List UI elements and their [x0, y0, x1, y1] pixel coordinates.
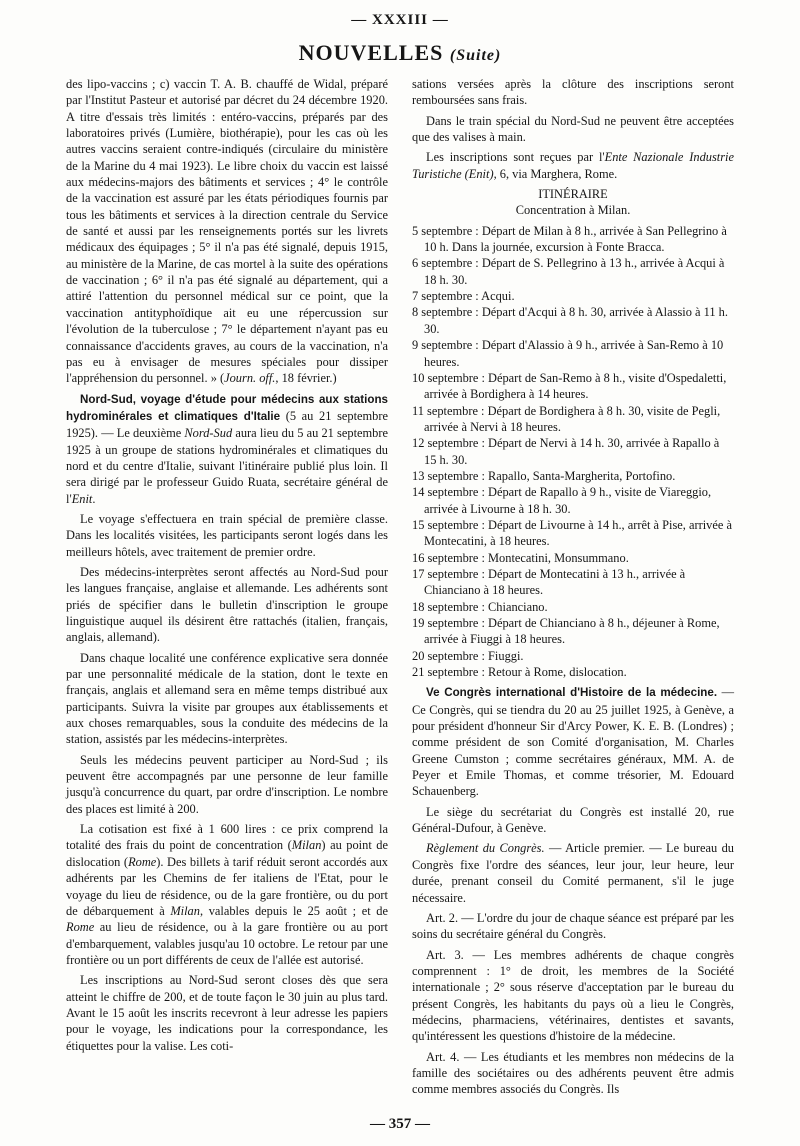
itinerary-item: 13 septembre : Rapallo, Santa-Margherita, Portofino. [412, 468, 676, 483]
page-number: — 357 — [370, 1116, 430, 1132]
itinerary-item: 12 septembre : Départ de Nervi à 14 h. 30, arrivée à Rapallo à 15 h. 30. [412, 436, 720, 467]
participants-paragraph: Seuls les médecins peuvent participer au Nord-Sud ; ils peuvent être accompagnés par une personne de leur famille jusqu'à concurrence du quart, par ordre d'inscription. Le nombre des places est limité à 200. [66, 752, 388, 816]
luggage-paragraph: Dans le train spécial du Nord-Sud ne peuvent être acceptées que des valises à main. [412, 113, 734, 145]
article-3-paragraph: Art. 3. — Les membres adhérents de chaque congrès comprennent : 1° de droit, les membres de la Société internationale ; 2° sous réserve d'acceptation par le bureau du présent Congrès, les habitants du pays où a lieu le Congrès, médecins, pharmaciens, vétérinaires, dentistes et savants, qu'intéressent les questions d'histoire de la médecine. [412, 947, 734, 1044]
left-column [66, 76, 388, 1058]
itinerary-item: 11 septembre : Départ de Bordighera à 8 h. 30, visite de Pegli, arrivée à Nervi à 18 heures. [412, 403, 721, 434]
train-paragraph: Le voyage s'effectuera en train spécial de première classe. Dans les localités visitées, les participants seront logés dans les meilleurs hôtels, avec traitement de premier ordre. [66, 511, 388, 559]
itinerary-item: 10 septembre : Départ de San-Remo à 8 h., visite d'Ospedaletti, arrivée à Bordighera à 14 heures. [412, 370, 727, 402]
fee-paragraph: La cotisation est fixé à 1 600 lires : ce prix comprend la totalité des frais du point de concentration (Milan) au point de dislocation (Rome). Des billets à tarif réduit seront accordés aux adhérents par les Chemins de fer italiens de l'Etat, pour le voyage du lieu de résidence, ou de la gare frontière, ou du port de débarquement à Milan, valables depuis le 25 août ; et de Rome au lieu de résidence, ou à la gare frontière ou au port d'embarquement, valables jusqu'au 10 octobre. Le retour par une frontière ou un port différents de ceux de l'allée est autorisé. [66, 822, 388, 967]
vaccination-paragraph: des lipo-vaccins ; c) vaccin T. A. B. chauffé de Widal, préparé par l'Institut Pasteur et autorisé par décret du 24 décembre 1920. A titre d'essais très limités : entéro-vaccins, préparés par des laboratoires privés (Lumière, biothérapie), pour les cas où les autres vaccins seraient contre-indiqués (circulaire du ministère de la Marine du 4 mai 1923). Le libre choix du vaccin est laissé aux médecins-majors des bâtiments et services ; 4° le contrôle de la vaccination est assuré par les états périodiques fournis par tous les bâtiments et services à la direction centrale du Service de santé et aussi par les renseignements portés sur les livrets médicaux des équipages ; 5° il n'a pas été signalé, depuis 1915, au ministère de la Marine, de cas mortel à la suite des opérations de vaccination ; 6° il n'a pas été signalé au département, qui a attiré l'attention du personnel médical sur ce point, que la vaccination antityphoïdique ait eu une répercussion sur l'évolution de la tuberculose ; 7° le département n'ayant pas eu connaissance d'accidents graves, au cours de la vaccination, n'a pas eu à envisager de mesures spéciales pour dissiper l'appréhension du personnel. » (Journ. off., 18 février.) [66, 77, 388, 386]
refund-paragraph: sations versées après la clôture des inscriptions seront remboursées sans frais. [412, 77, 734, 108]
title-suffix: (Suite) [449, 47, 502, 64]
itinerary-subtitle: Concentration à Milan. [515, 203, 631, 218]
registration-paragraph: Les inscriptions au Nord-Sud seront closes dès que sera atteint le chiffre de 200, et de toute façon le 30 juin au plus tard. Avant le 15 août les inscrits recevront à leur adresse les papiers pour le voyage, les indications pour la correspondance, les étiquettes pour la valise. Les coti- [66, 973, 388, 1053]
congress-heading: Ve Congrès international d'Histoire de la médecine. [426, 686, 718, 700]
page-title [0, 40, 800, 66]
nord-sud-intro-paragraph: Nord-Sud, voyage d'étude pour médecins aux stations hydrominérales et climatiques d'Italie (5 au 21 septembre 1925). — Le deuxième Nord-Sud aura lieu du 5 au 21 septembre 1925 à un groupe de stations hydrominérales et climatiques du nord et du centre d'Italie, suivant l'itinéraire publié plus loin. Il sera dirigé par le professeur Guido Ruata, secrétaire général de l'Enit. [66, 392, 388, 506]
right-column [412, 76, 734, 1102]
section-roman-numeral: — XXXIII — [351, 12, 449, 28]
article-2-paragraph: Art. 2. — L'ordre du jour de chaque séance est préparé par les soins du secrétaire général du Congrès. [412, 910, 734, 942]
registration-office-paragraph: Les inscriptions sont reçues par l'Ente Nazionale Industrie Turistiche (Enit), 6, via Marghera, Rome. [412, 150, 734, 181]
itinerary-item: 17 septembre : Départ de Montecatini à 13 h., arrivée à Chianciano à 18 heures. [412, 566, 686, 598]
itinerary-item: 8 septembre : Départ d'Acqui à 8 h. 30, arrivée à Alassio à 11 h. 30. [412, 305, 728, 336]
itinerary-item: 7 septembre : Acqui. [412, 289, 515, 304]
itinerary-item: 18 septembre : Chianciano. [412, 599, 548, 614]
itinerary-item: 5 septembre : Départ de Milan à 8 h., arrivée à San Pellegrino à 10 h. Dans la journée, excursion à Fonte Bracca. [412, 223, 727, 255]
itinerary-item: 16 septembre : Montecatini, Monsummano. [412, 550, 629, 565]
itinerary-item: 19 septembre : Départ de Chianciano à 8 h., déjeuner à Rome, arrivée à Fiuggi à 18 heures. [412, 616, 720, 647]
itinerary-item: 15 septembre : Départ de Livourne à 14 h., arrêt à Pise, arrivée à Montecatini, à 18 heures. [412, 517, 732, 549]
itinerary-item: 14 septembre : Départ de Rapallo à 9 h., visite de Viareggio, arrivée à Livourne à 18 h. 30. [412, 485, 712, 516]
article-4-paragraph: Art. 4. — Les étudiants et les membres non médecins de la famille des sociétaires ou des adhérents peuvent être admis comme membres associés du Congrès. Ils [412, 1049, 734, 1097]
nord-sud-heading: Nord-Sud, voyage d'étude pour médecins aux stations hydrominérales et climatiques d'Italie [66, 392, 388, 423]
rules-heading: Règlement du Congrès. [426, 841, 545, 856]
itinerary-list [412, 223, 734, 681]
itinerary-item: 20 septembre : Fiuggi. [412, 648, 524, 663]
rules-paragraph: Règlement du Congrès. — Article premier. — Le bureau du Congrès fixe l'ordre des séances, leur jour, leur heure, leur durée, prenant conseil du Comité permanent, s'il le juge nécessaire. [412, 841, 734, 905]
interpreters-paragraph: Des médecins-interprètes seront affectés au Nord-Sud pour les langues française, anglaise et allemande. Les adhérents sont priés de spécifier dans le bulletin d'inscription le groupe linguistique auquel ils désirent être rattachés (italien, français, anglais, allemand). [66, 564, 388, 645]
itinerary-item: 9 septembre : Départ d'Alassio à 9 h., arrivée à San-Remo à 10 heures. [412, 338, 724, 369]
conference-paragraph: Dans chaque localité une conférence explicative sera donnée par une personnalité médicale de la station, dont le texte en français, anglais et allemand sera en même temps distribué aux participants. Suivra la visite par groupes aux établissements et aux choses remarquables, sous la conduite des médecins de la station, assistés par les médecins-interprètes. [66, 650, 388, 747]
title-text: NOUVELLES [298, 40, 444, 65]
itinerary-item: 21 septembre : Retour à Rome, dislocation. [412, 665, 627, 680]
congress-paragraph: Ve Congrès international d'Histoire de la médecine. — Ce Congrès, qui se tiendra du 20 au 25 juillet 1925, à Genève, a pour président d'honneur Sir d'Arcy Power, K. E. B. (Londres) ; comme président de son Comité d'organisation, M. Charles Greene Cumston ; comme secrétaires généraux, MM. A. de Peyer et Emile Thomas, et comme trésorier, M. Edouard Schauenberg. [412, 685, 734, 799]
itinerary-item: 6 septembre : Départ de S. Pellegrino à 13 h., arrivée à Acqui à 18 h. 30. [412, 256, 725, 287]
itinerary-title: ITINÉRAIRE [538, 187, 608, 202]
secretariat-paragraph: Le siège du secrétariat du Congrès est installé 20, rue Général-Dufour, à Genève. [412, 804, 734, 836]
